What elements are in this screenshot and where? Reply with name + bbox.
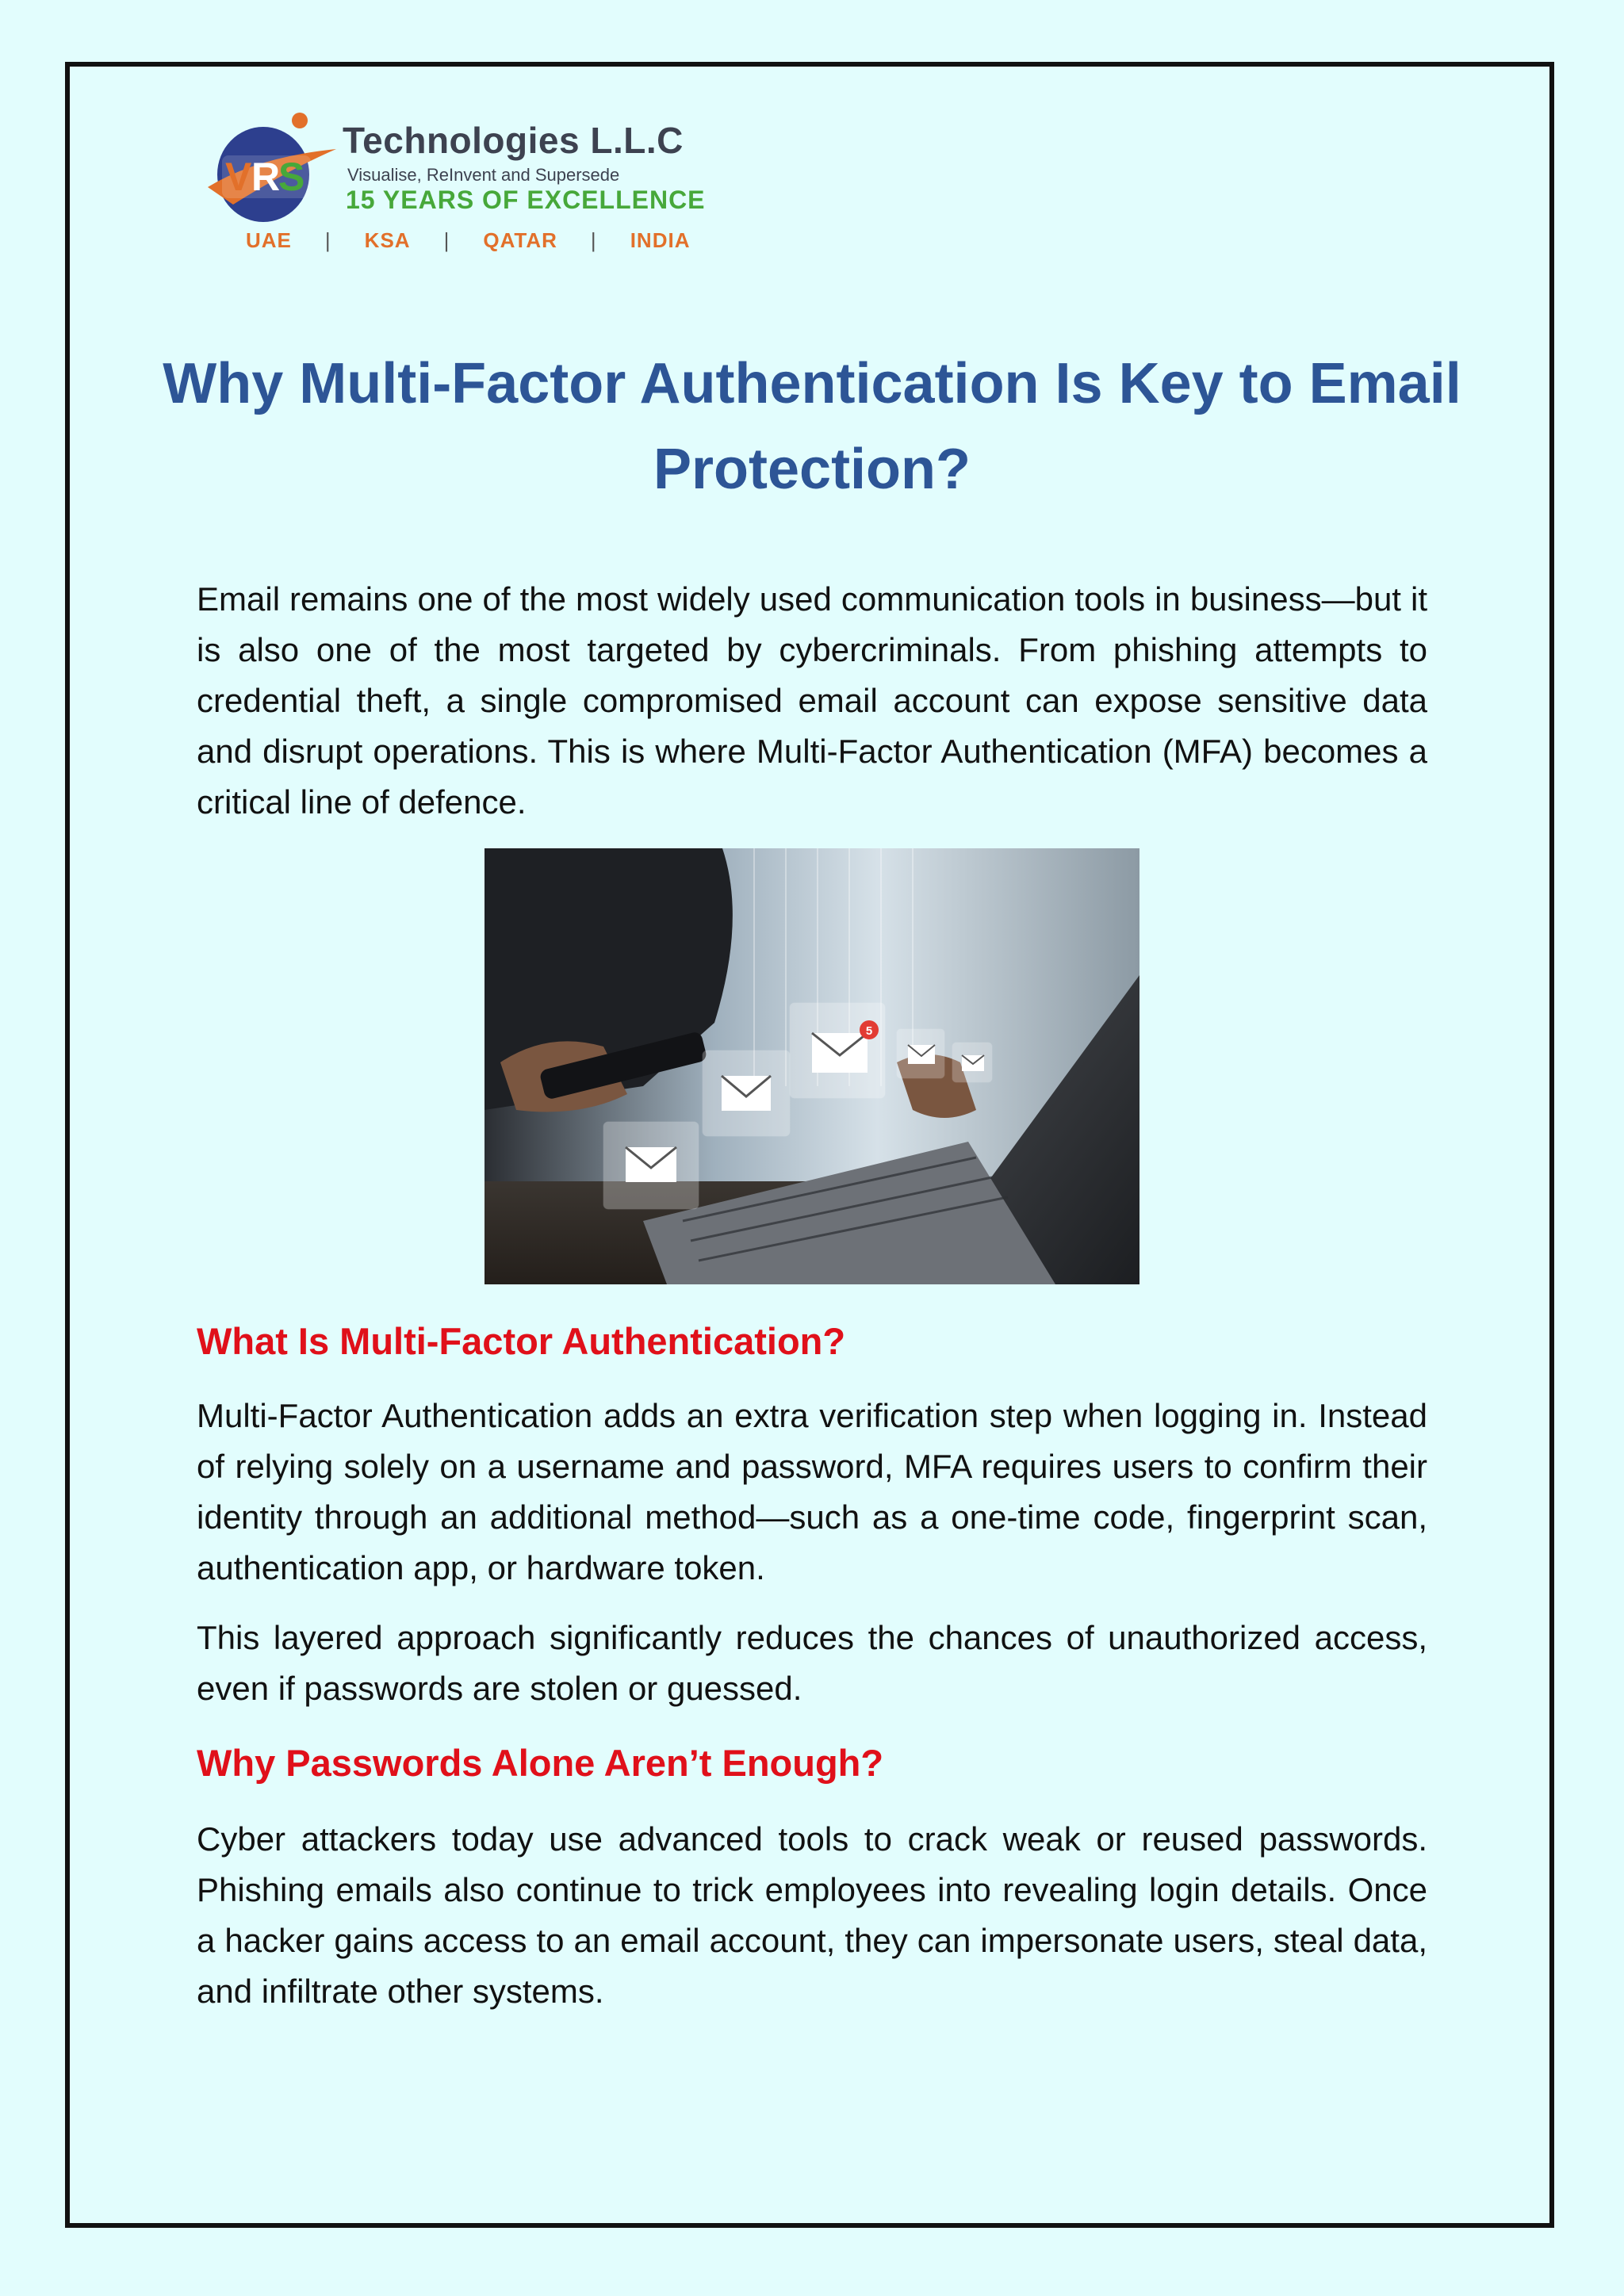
region-india: INDIA [630, 228, 691, 252]
logo-years: 15 YEARS OF EXCELLENCE [346, 186, 706, 214]
notification-count: 5 [865, 1024, 873, 1038]
intro-paragraph: Email remains one of the most widely used communication tools in business—but it is also one of the most targeted by cybercriminals. From phishing attempts to credential theft, a single compromised email account can expose sensitive data and disrupt operations. This is where Multi-Factor Authentication (MFA) becomes a critical line of defence. [197, 580, 1427, 821]
section-paragraph: Multi-Factor Authentication adds an extra verification step when logging in. Instead of relying solely on a username and password, MFA requires users to confirm their identity through an additional method—such as a one-time code, fingerprint scan, authentication app, or hardware token. [197, 1397, 1427, 1586]
logo-tagline: Visualise, ReInvent and Supersede [347, 165, 620, 185]
region-qatar: QATAR [483, 228, 557, 252]
region-uae: UAE [246, 228, 292, 252]
region-divider: | [590, 228, 597, 252]
section-heading-what-is-mfa: What Is Multi-Factor Authentication? [197, 1320, 846, 1362]
page-title: Why Multi-Factor Authentication Is Key to Email Protection? [163, 352, 1461, 501]
vrs-globe-icon [201, 109, 344, 228]
region-divider: | [443, 228, 450, 252]
logo-mark-r: R [251, 155, 281, 199]
region-ksa: KSA [364, 228, 411, 252]
section-paragraph: This layered approach significantly reduces the chances of unauthorized access, even if passwords are stolen or guessed. [197, 1619, 1427, 1707]
section-heading-passwords: Why Passwords Alone Aren’t Enough? [197, 1742, 884, 1784]
logo-mark-s: S [278, 155, 305, 199]
email-laptop-photo [485, 848, 1139, 1284]
section-paragraph: Cyber attackers today use advanced tools to crack weak or reused passwords. Phishing emails also continue to trick employees into revealing login details. Once a hacker gains access to an email account, they can impersonate users, steal data, and infiltrate other systems. [197, 1820, 1427, 2010]
company-logo [201, 109, 709, 260]
logo-regions [246, 228, 690, 253]
region-divider: | [324, 228, 331, 252]
logo-mark-v: V [225, 155, 252, 199]
logo-company-name: Technologies L.L.C [343, 120, 684, 161]
